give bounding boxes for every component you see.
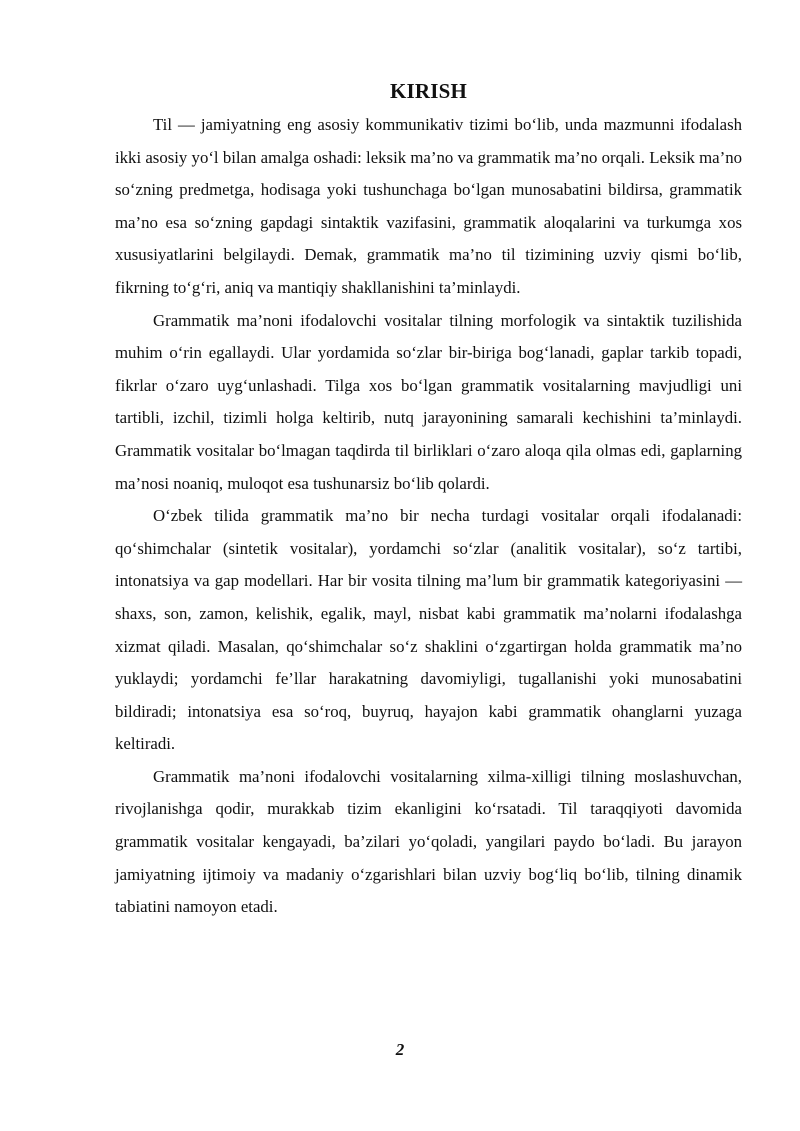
document-page (115, 78, 742, 924)
section-title: KIRISH (389, 79, 468, 103)
page-number: 2 (395, 1040, 405, 1059)
paragraph-1: Til — jamiyatning eng asosiy kommunikativ tizimi bo‘lib, unda mazmunni ifodalash ikki asosiy yo‘l bilan amalga oshadi: leksik ma’no va grammatik ma’no orqali. Leksik ma’no so‘zning predmetga, hodisaga yoki tushunchaga bo‘lgan munosabatini bildirsa, grammatik ma’no esa so‘zning gapdagi sintaktik vazifasini, grammatik aloqalarini va turkumga xos xususiyatlarini belgilaydi. Demak, grammatik ma’no til tizimining uzviy qismi bo‘lib, fikrning to‘g‘ri, aniq va mantiqiy shakllanishini ta’minlaydi. (115, 115, 742, 297)
paragraph-2: Grammatik ma’noni ifodalovchi vositalar tilning morfologik va sintaktik tuzilishida muhim o‘rin egallaydi. Ular yordamida so‘zlar bir-biriga bog‘lanadi, gaplar tarkib topadi, fikrlar o‘zaro uyg‘unlashadi. Tilga xos bo‘lgan grammatik vositalarning mavjudligi uni tartibli, izchil, tizimli holga keltirib, nutq jarayonining samarali kechishini ta’minlaydi. Grammatik vositalar bo‘lmagan taqdirda til birliklari o‘zaro aloqa qila olmas edi, gaplarning ma’nosi noaniq, muloqot esa tushunarsiz bo‘lib qolardi. (115, 310, 742, 493)
paragraph-4: Grammatik ma’noni ifodalovchi vositalarning xilma-xilligi tilning moslashuvchan, rivojlanishga qodir, murakkab tizim ekanligini ko‘rsatadi. Til taraqqiyoti davomida grammatik vositalar kengayadi, ba’zilari yo‘qoladi, yangilari paydo bo‘ladi. Bu jarayon jamiyatning ijtimoiy va madaniy o‘zgarishlari bilan uzviy bog‘liq bo‘lib, tilning dinamik tabiatini namoyon etadi. (115, 766, 742, 917)
paragraph-3: O‘zbek tilida grammatik ma’no bir necha turdagi vositalar orqali ifodalanadi: qo‘shimchalar (sintetik vositalar), yordamchi so‘zlar (analitik vositalar), so‘z tartibi, intonatsiya va gap modellari. Har bir vosita tilning ma’lum bir grammatik kategoriyasini — shaxs, son, zamon, kelishik, egalik, mayl, nisbat kabi grammatik ma’nolarni ifodalashga xizmat qiladi. Masalan, qo‘shimchalar so‘z shaklini o‘zgartirgan holda grammatik ma’no yuklaydi; yordamchi fe’llar harakatning davomiyligi, tugallanishi yoki munosabatini bildiradi; intonatsiya esa so‘roq, buyruq, hayajon kabi grammatik ohanglarni yuzaga keltiradi. (115, 506, 742, 754)
